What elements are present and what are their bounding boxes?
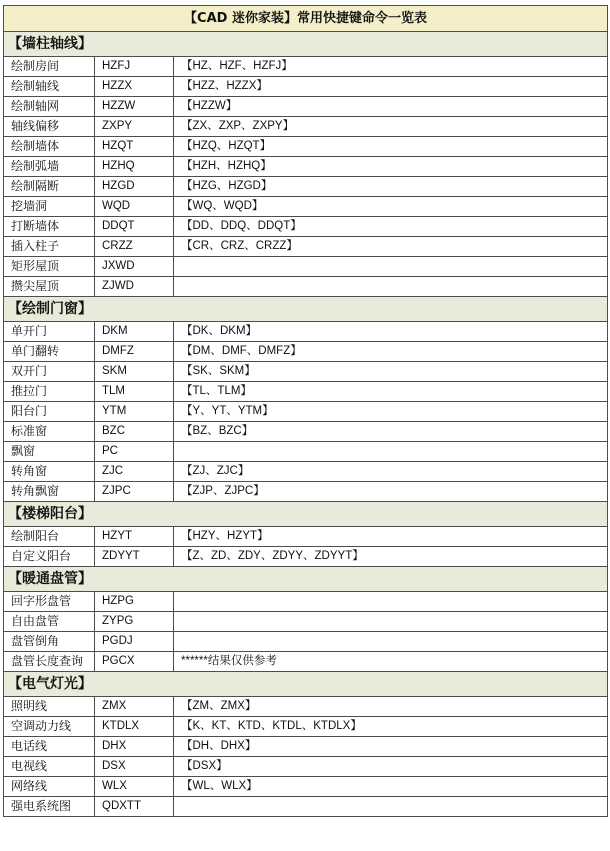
command-aliases: 【WQ、WQD】 <box>174 197 608 217</box>
command-name: 单开门 <box>4 322 95 342</box>
section-heading: 【楼梯阳台】 <box>4 502 608 527</box>
command-shortcut: ZXPY <box>95 117 174 137</box>
command-shortcut: HZYT <box>95 527 174 547</box>
command-row <box>4 97 608 117</box>
command-shortcut: CRZZ <box>95 237 174 257</box>
command-name: 自由盘管 <box>4 612 95 632</box>
command-row <box>4 217 608 237</box>
command-name: 自定义阳台 <box>4 547 95 567</box>
command-row <box>4 592 608 612</box>
command-row <box>4 157 608 177</box>
command-name: 转角窗 <box>4 462 95 482</box>
command-aliases: 【TL、TLM】 <box>174 382 608 402</box>
command-aliases: 【ZM、ZMX】 <box>174 697 608 717</box>
command-name: 网络线 <box>4 777 95 797</box>
command-shortcut: BZC <box>95 422 174 442</box>
command-shortcut: JXWD <box>95 257 174 277</box>
command-row <box>4 442 608 462</box>
command-row <box>4 547 608 567</box>
command-shortcut: HZGD <box>95 177 174 197</box>
command-row <box>4 527 608 547</box>
command-name: 回字形盘管 <box>4 592 95 612</box>
command-shortcut: WLX <box>95 777 174 797</box>
command-row <box>4 482 608 502</box>
command-name: 转角飘窗 <box>4 482 95 502</box>
command-name: 绘制墙体 <box>4 137 95 157</box>
command-row <box>4 632 608 652</box>
section-header-row <box>4 32 608 57</box>
page-title: 【CAD 迷你家装】常用快捷键命令一览表 <box>4 6 608 32</box>
command-name: 攒尖屋顶 <box>4 277 95 297</box>
command-aliases: 【HZQ、HZQT】 <box>174 137 608 157</box>
command-aliases <box>174 277 608 297</box>
command-shortcut: PC <box>95 442 174 462</box>
command-row <box>4 117 608 137</box>
command-name: 双开门 <box>4 362 95 382</box>
command-row <box>4 382 608 402</box>
command-name: 标准窗 <box>4 422 95 442</box>
command-aliases: 【Z、ZD、ZDY、ZDYY、ZDYYT】 <box>174 547 608 567</box>
command-aliases <box>174 592 608 612</box>
command-shortcut: ZYPG <box>95 612 174 632</box>
command-name: 插入柱子 <box>4 237 95 257</box>
command-aliases: 【K、KT、KTD、KTDL、KTDLX】 <box>174 717 608 737</box>
command-name: 强电系统图 <box>4 797 95 817</box>
command-shortcut: DMFZ <box>95 342 174 362</box>
command-name: 打断墙体 <box>4 217 95 237</box>
command-aliases: 【HZY、HZYT】 <box>174 527 608 547</box>
command-aliases: 【Y、YT、YTM】 <box>174 402 608 422</box>
command-row <box>4 462 608 482</box>
command-row <box>4 257 608 277</box>
section-heading: 【墙柱轴线】 <box>4 32 608 57</box>
command-name: 单门翻转 <box>4 342 95 362</box>
command-row <box>4 137 608 157</box>
command-aliases: 【ZJ、ZJC】 <box>174 462 608 482</box>
command-aliases: 【ZJP、ZJPC】 <box>174 482 608 502</box>
command-shortcut: DDQT <box>95 217 174 237</box>
command-row <box>4 77 608 97</box>
command-name: 绘制弧墙 <box>4 157 95 177</box>
command-aliases: 【SK、SKM】 <box>174 362 608 382</box>
section-header-row <box>4 502 608 527</box>
command-aliases: 【BZ、BZC】 <box>174 422 608 442</box>
command-row <box>4 197 608 217</box>
command-shortcut: HZZW <box>95 97 174 117</box>
command-row <box>4 422 608 442</box>
section-heading: 【暖通盘管】 <box>4 567 608 592</box>
command-name: 绘制房间 <box>4 57 95 77</box>
command-name: 轴线偏移 <box>4 117 95 137</box>
command-shortcut: PGDJ <box>95 632 174 652</box>
section-header-row <box>4 672 608 697</box>
command-aliases <box>174 797 608 817</box>
title-row <box>4 6 608 32</box>
command-aliases: 【DM、DMF、DMFZ】 <box>174 342 608 362</box>
command-name: 照明线 <box>4 697 95 717</box>
command-aliases: 【ZX、ZXP、ZXPY】 <box>174 117 608 137</box>
command-shortcut: WQD <box>95 197 174 217</box>
command-shortcut: HZHQ <box>95 157 174 177</box>
command-row <box>4 277 608 297</box>
command-name: 空调动力线 <box>4 717 95 737</box>
section-heading: 【电气灯光】 <box>4 672 608 697</box>
command-shortcut: YTM <box>95 402 174 422</box>
command-aliases <box>174 632 608 652</box>
command-aliases: 【CR、CRZ、CRZZ】 <box>174 237 608 257</box>
command-shortcut: HZZX <box>95 77 174 97</box>
command-aliases: 【DSX】 <box>174 757 608 777</box>
command-shortcut: DSX <box>95 757 174 777</box>
command-name: 电视线 <box>4 757 95 777</box>
section-header-row <box>4 567 608 592</box>
command-name: 飘窗 <box>4 442 95 462</box>
command-name: 推拉门 <box>4 382 95 402</box>
command-name: 盘管长度查询 <box>4 652 95 672</box>
command-name: 矩形屋顶 <box>4 257 95 277</box>
command-shortcut: HZPG <box>95 592 174 612</box>
command-shortcut: SKM <box>95 362 174 382</box>
command-row <box>4 402 608 422</box>
command-shortcut: HZFJ <box>95 57 174 77</box>
command-shortcut: PGCX <box>95 652 174 672</box>
command-shortcut: ZDYYT <box>95 547 174 567</box>
command-shortcut: ZJPC <box>95 482 174 502</box>
section-heading: 【绘制门窗】 <box>4 297 608 322</box>
command-shortcut: ZJC <box>95 462 174 482</box>
command-aliases <box>174 442 608 462</box>
command-aliases: 【HZZW】 <box>174 97 608 117</box>
command-aliases: 【HZH、HZHQ】 <box>174 157 608 177</box>
command-shortcut: DKM <box>95 322 174 342</box>
command-row <box>4 717 608 737</box>
command-shortcut: ZMX <box>95 697 174 717</box>
command-row <box>4 362 608 382</box>
command-aliases: ******结果仅供参考 <box>174 652 608 672</box>
command-name: 电话线 <box>4 737 95 757</box>
command-aliases: 【DD、DDQ、DDQT】 <box>174 217 608 237</box>
command-aliases: 【HZ、HZF、HZFJ】 <box>174 57 608 77</box>
command-name: 盘管倒角 <box>4 632 95 652</box>
command-name: 挖墙洞 <box>4 197 95 217</box>
command-row <box>4 237 608 257</box>
command-shortcut: QDXTT <box>95 797 174 817</box>
command-row <box>4 797 608 817</box>
command-name: 阳台门 <box>4 402 95 422</box>
command-aliases: 【HZG、HZGD】 <box>174 177 608 197</box>
command-row <box>4 757 608 777</box>
command-name: 绘制轴网 <box>4 97 95 117</box>
command-aliases: 【DK、DKM】 <box>174 322 608 342</box>
command-name: 绘制阳台 <box>4 527 95 547</box>
command-name: 绘制轴线 <box>4 77 95 97</box>
shortcut-sheet <box>3 5 607 817</box>
command-row <box>4 612 608 632</box>
command-row <box>4 322 608 342</box>
command-row <box>4 652 608 672</box>
command-aliases: 【WL、WLX】 <box>174 777 608 797</box>
command-aliases <box>174 257 608 277</box>
command-shortcut: KTDLX <box>95 717 174 737</box>
command-aliases: 【HZZ、HZZX】 <box>174 77 608 97</box>
command-name: 绘制隔断 <box>4 177 95 197</box>
command-row <box>4 777 608 797</box>
command-row <box>4 737 608 757</box>
command-shortcut: DHX <box>95 737 174 757</box>
command-aliases: 【DH、DHX】 <box>174 737 608 757</box>
command-shortcut: TLM <box>95 382 174 402</box>
command-aliases <box>174 612 608 632</box>
section-header-row <box>4 297 608 322</box>
command-shortcut: HZQT <box>95 137 174 157</box>
command-row <box>4 697 608 717</box>
command-shortcut: ZJWD <box>95 277 174 297</box>
command-row <box>4 177 608 197</box>
command-row <box>4 342 608 362</box>
command-row <box>4 57 608 77</box>
shortcut-table <box>3 5 608 817</box>
